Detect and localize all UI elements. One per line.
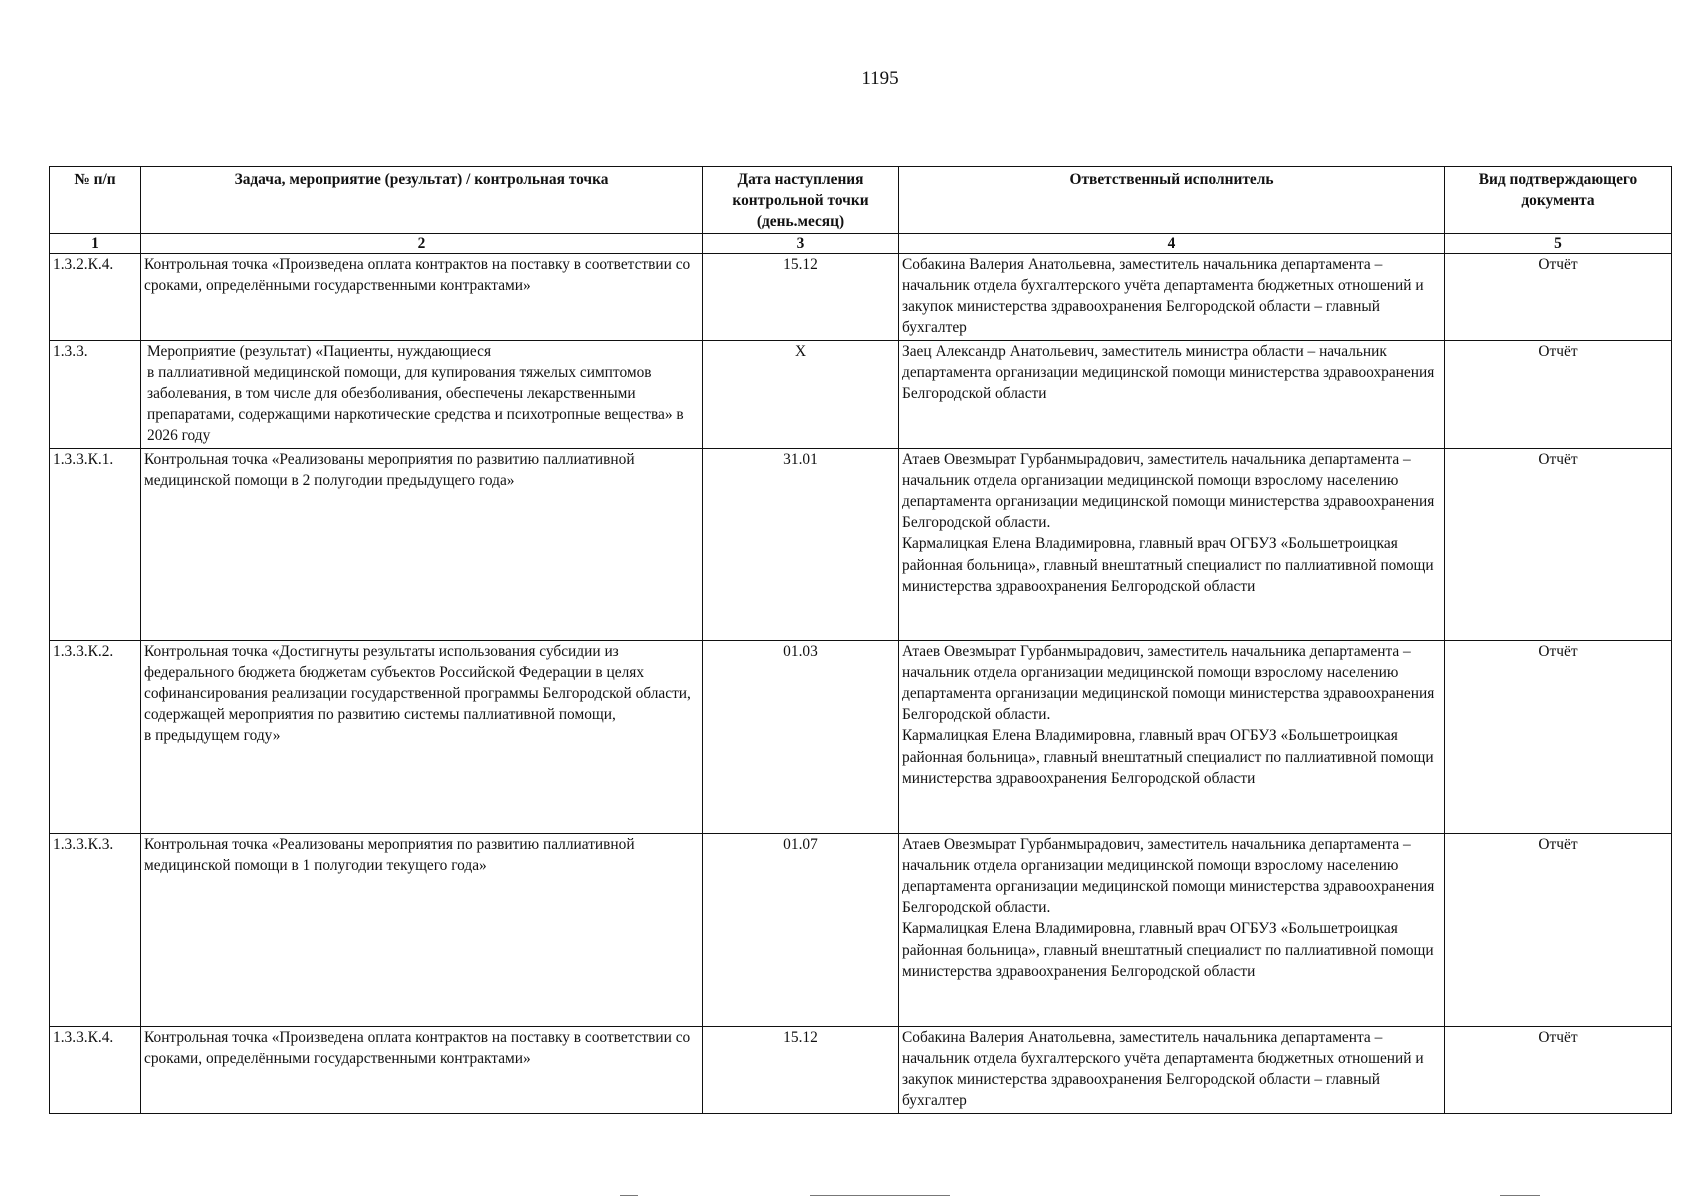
column-number: 2: [141, 233, 703, 253]
row-date: X: [703, 340, 899, 448]
row-document-type: Отчёт: [1445, 340, 1672, 448]
page-number: 1195: [861, 68, 899, 89]
row-date: 31.01: [703, 448, 899, 640]
table-header-row: [50, 167, 1672, 234]
row-document-type: Отчёт: [1445, 253, 1672, 340]
row-document-type: Отчёт: [1445, 1026, 1672, 1113]
table-row: [50, 833, 1672, 1026]
row-task: Контрольная точка «Достигнуты результаты использования субсидии из федерального бюджета бюджетам субъектов Российской Федерации в целях софинансирования реализации государственной программы Белгородской области, содержащей мероприятия по развитию системы паллиативной помощи, в предыдущем году»: [141, 640, 703, 833]
table-row: [50, 340, 1672, 448]
row-number: 1.3.3.К.4.: [50, 1026, 141, 1113]
row-executor: Атаев Овезмырат Гурбанмырадович, заместитель начальника департамента – начальник отдела организации медицинской помощи взрослому населению департамента организации медицинской помощи министерства здравоохранения Белгородской области. Кармалицкая Елена Владимировна, главный врач ОГБУЗ «Большетроицкая районная больница», главный внештатный специалист по паллиативной помощи министерства здравоохранения Белгородской области: [899, 833, 1445, 1026]
control-points-table: [49, 166, 1672, 1114]
row-date: 15.12: [703, 1026, 899, 1113]
row-number: 1.3.3.: [50, 340, 141, 448]
column-number: 1: [50, 233, 141, 253]
row-date: 01.03: [703, 640, 899, 833]
header-number: № п/п: [50, 167, 141, 234]
row-document-type: Отчёт: [1445, 448, 1672, 640]
row-number: 1.3.2.К.4.: [50, 253, 141, 340]
row-executor: Собакина Валерия Анатольевна, заместитель начальника департамента – начальник отдела бухгалтерского учёта департамента бюджетных отношений и закупок министерства здравоохранения Белгородской области – главный бухгалтер: [899, 253, 1445, 340]
row-number: 1.3.3.К.3.: [50, 833, 141, 1026]
column-number: 4: [899, 233, 1445, 253]
column-number: 3: [703, 233, 899, 253]
table-row: [50, 640, 1672, 833]
row-task: Контрольная точка «Произведена оплата контрактов на поставку в соответствии со сроками, определёнными государственными контрактами»: [141, 1026, 703, 1113]
row-document-type: Отчёт: [1445, 640, 1672, 833]
header-date: Дата наступления контрольной точки (день.месяц): [703, 167, 899, 234]
row-task: Контрольная точка «Реализованы мероприятия по развитию паллиативной медицинской помощи в 1 полугодии текущего года»: [141, 833, 703, 1026]
row-executor: Атаев Овезмырат Гурбанмырадович, заместитель начальника департамента – начальник отдела организации медицинской помощи взрослому населению департамента организации медицинской помощи министерства здравоохранения Белгородской области. Кармалицкая Елена Владимировна, главный врач ОГБУЗ «Большетроицкая районная больница», главный внештатный специалист по паллиативной помощи министерства здравоохранения Белгородской области: [899, 640, 1445, 833]
row-executor: Атаев Овезмырат Гурбанмырадович, заместитель начальника департамента – начальник отдела организации медицинской помощи взрослому населению департамента организации медицинской помощи министерства здравоохранения Белгородской области. Кармалицкая Елена Владимировна, главный врач ОГБУЗ «Большетроицкая районная больница», главный внештатный специалист по паллиативной помощи министерства здравоохранения Белгородской области: [899, 448, 1445, 640]
header-document-type: Вид подтверждающего документа: [1445, 167, 1672, 234]
row-date: 01.07: [703, 833, 899, 1026]
column-number: 5: [1445, 233, 1672, 253]
column-number-row: [50, 233, 1672, 253]
row-executor: Собакина Валерия Анатольевна, заместитель начальника департамента – начальник отдела бухгалтерского учёта департамента бюджетных отношений и закупок министерства здравоохранения Белгородской области – главный бухгалтер: [899, 1026, 1445, 1113]
row-number: 1.3.3.К.2.: [50, 640, 141, 833]
row-task: Мероприятие (результат) «Пациенты, нуждающиеся в паллиативной медицинской помощи, для купирования тяжелых симптомов заболевания, в том числе для обезболивания, обеспечены лекарственными препаратами, содержащими наркотические средства и психотропные вещества» в 2026 году: [141, 340, 703, 448]
row-date: 15.12: [703, 253, 899, 340]
row-task: Контрольная точка «Реализованы мероприятия по развитию паллиативной медицинской помощи в 2 полугодии предыдущего года»: [141, 448, 703, 640]
header-task: Задача, мероприятие (результат) / контрольная точка: [141, 167, 703, 234]
row-document-type: Отчёт: [1445, 833, 1672, 1026]
table-row: [50, 253, 1672, 340]
header-executor: Ответственный исполнитель: [899, 167, 1445, 234]
scan-artifact-marks: [0, 1192, 1708, 1200]
table-row: [50, 1026, 1672, 1113]
row-executor: Заец Александр Анатольевич, заместитель министра области – начальник департамента организации медицинской помощи министерства здравоохранения Белгородской области: [899, 340, 1445, 448]
row-number: 1.3.3.К.1.: [50, 448, 141, 640]
row-task: Контрольная точка «Произведена оплата контрактов на поставку в соответствии со сроками, определёнными государственными контрактами»: [141, 253, 703, 340]
table-row: [50, 448, 1672, 640]
